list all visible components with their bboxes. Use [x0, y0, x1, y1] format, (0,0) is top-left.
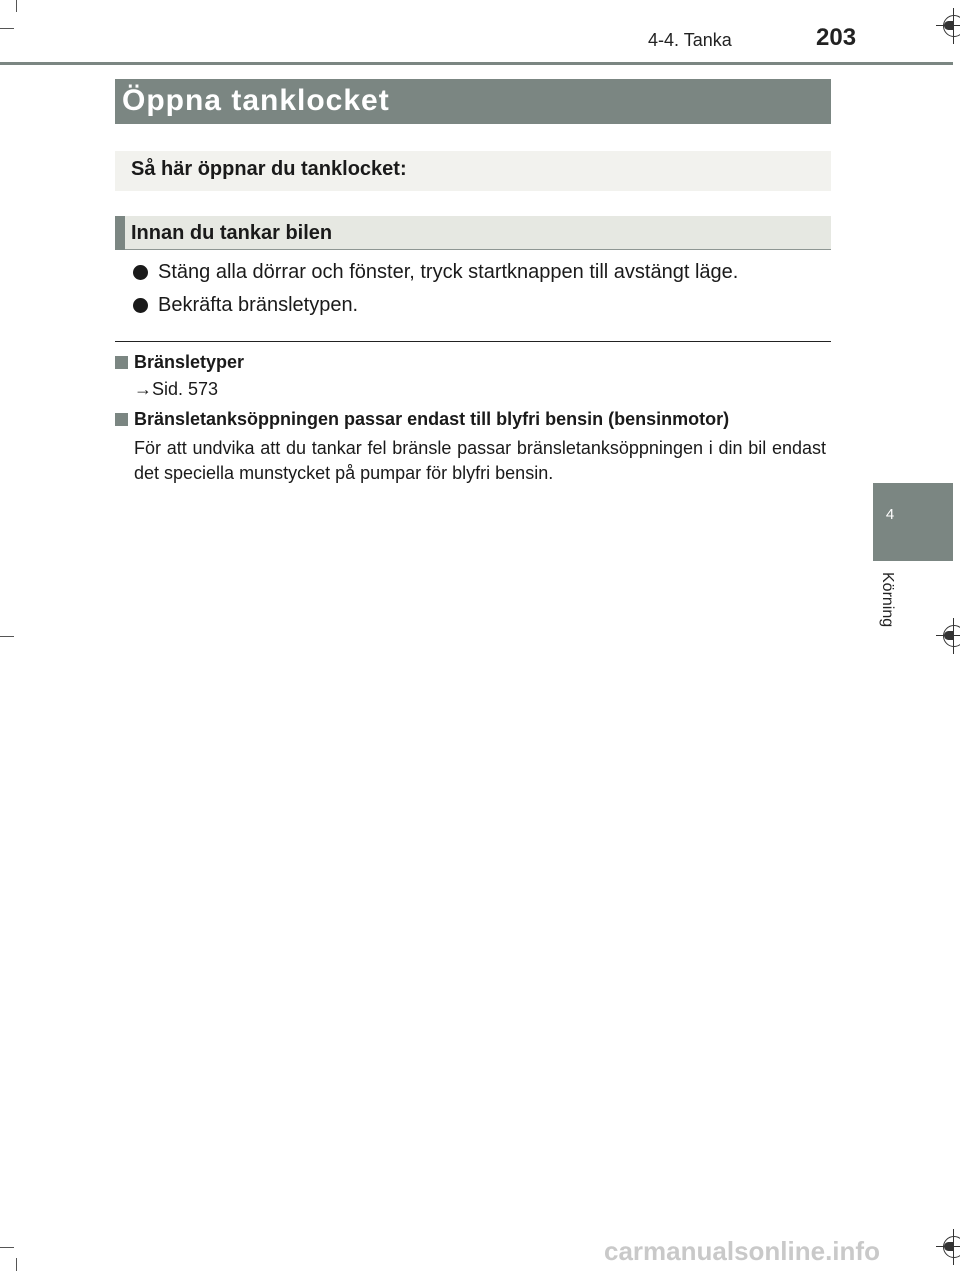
registration-mark-icon: [943, 625, 960, 647]
subsection-title: Innan du tankar bilen: [131, 222, 333, 244]
list-item-text: Bekräfta bränsletypen.: [158, 294, 359, 316]
list-item-text: Stäng alla dörrar och fönster, tryck startknappen till avstängt läge.: [158, 261, 739, 283]
arrow-right-icon: →: [134, 379, 152, 399]
square-bullet-icon: [115, 413, 128, 426]
intro-text: Så här öppnar du tanklocket:: [131, 158, 407, 180]
chapter-number: 4: [885, 506, 895, 523]
crop-mark: [16, 0, 17, 12]
header-rule: [0, 62, 953, 65]
note-heading: [115, 409, 729, 430]
note-heading-text: Bränsletyper: [134, 352, 245, 372]
section-reference: 4-4. Tanka: [648, 30, 732, 50]
watermark: carmanualsonline.info: [604, 1236, 880, 1266]
page-number: 203: [816, 24, 857, 51]
crop-mark: [16, 1258, 17, 1271]
crop-mark: [0, 636, 14, 637]
square-bullet-icon: [115, 356, 128, 369]
section-divider: [115, 341, 831, 342]
page-reference-text: Sid. 573: [152, 379, 219, 399]
registration-mark-icon: [943, 15, 960, 37]
crop-mark: [0, 28, 14, 29]
crop-mark: [0, 1247, 14, 1248]
note-heading: [115, 352, 244, 373]
registration-mark-icon: [943, 1236, 960, 1258]
subsection-accent: [115, 216, 125, 250]
page-reference-link[interactable]: [134, 379, 218, 400]
chapter-label: Körning: [879, 572, 896, 628]
note-body: För att undvika att du tankar fel bränsle passar bränsletanksöppningen i din bil endast det speciella munstycket på pumpar för blyfri bensin.: [134, 438, 826, 483]
note-heading-text: Bränsletanksöppningen passar endast till blyfri bensin (bensinmotor): [134, 409, 730, 429]
list-item: [133, 261, 738, 284]
page-title: Öppna tanklocket: [122, 84, 390, 117]
bullet-icon: [133, 265, 148, 280]
bullet-icon: [133, 298, 148, 313]
list-item: [133, 294, 358, 317]
